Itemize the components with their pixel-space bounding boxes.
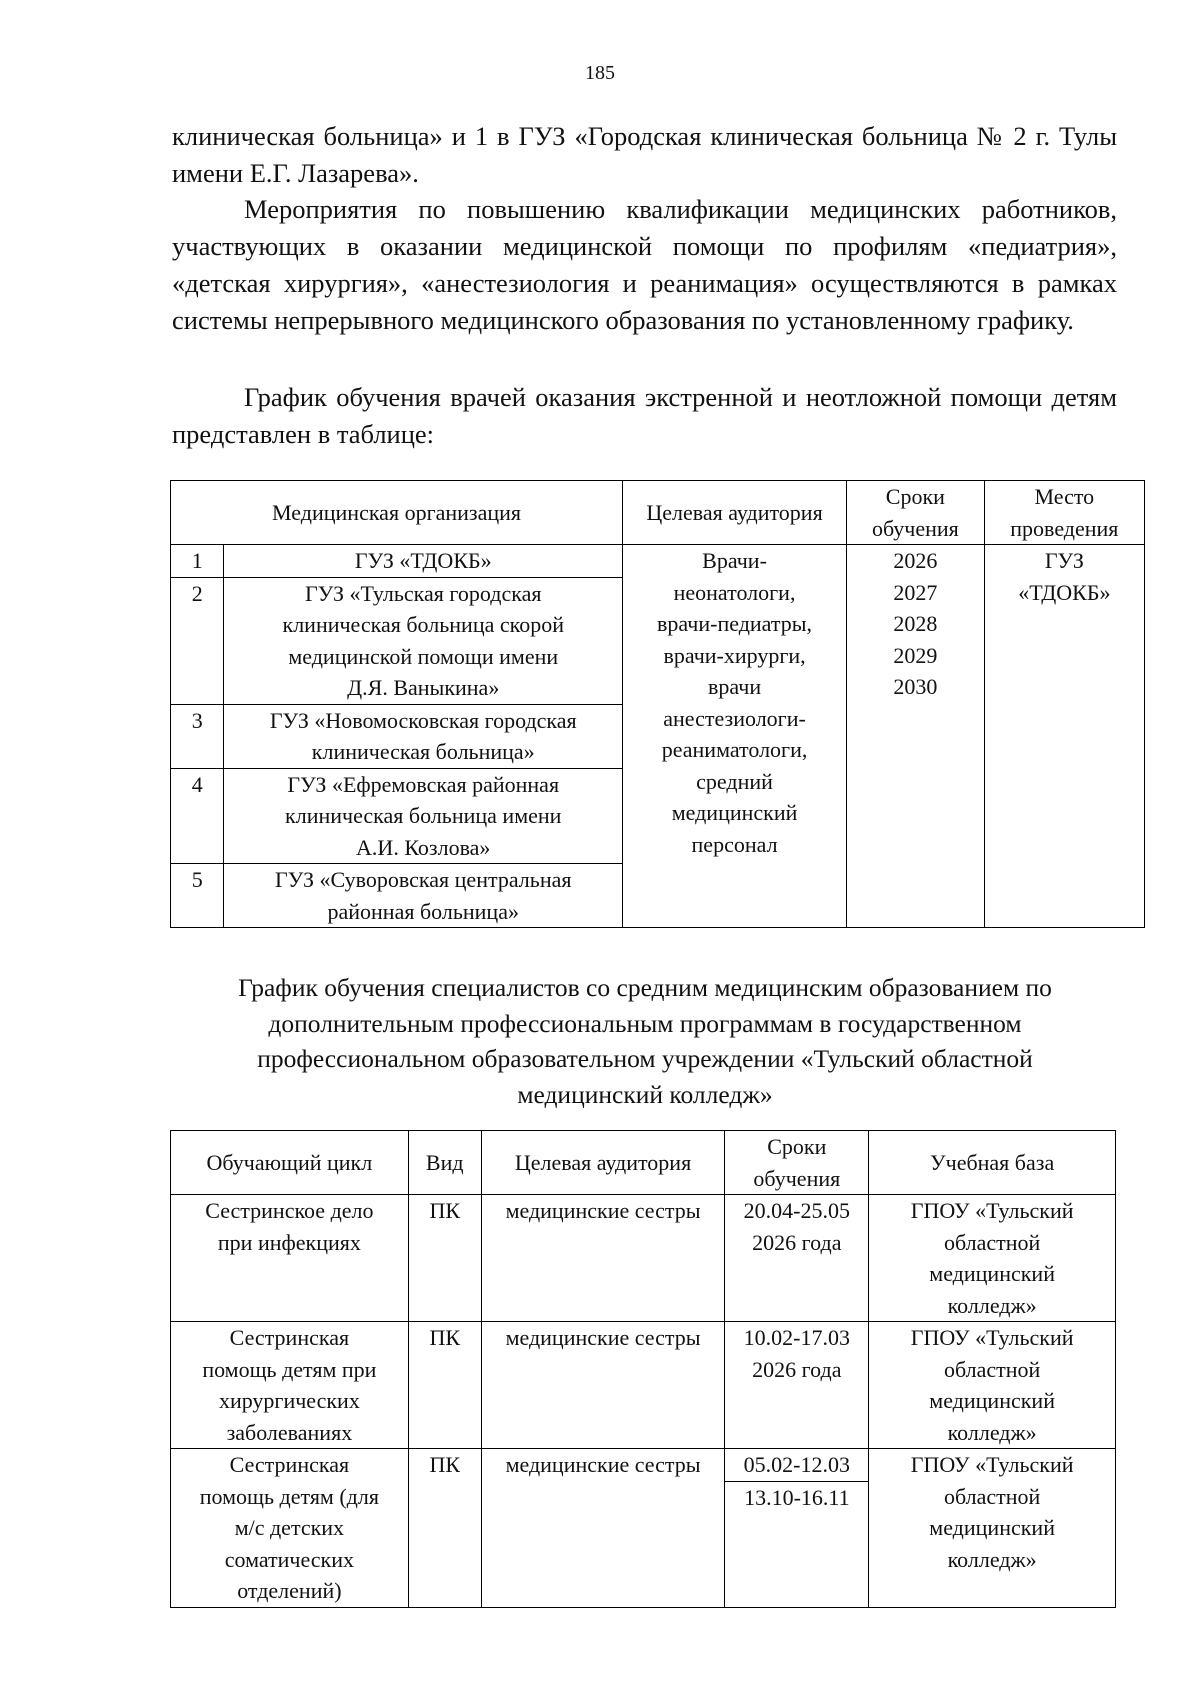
organization-cell: ГУЗ «Новомосковская городская клиническая больница»: [224, 704, 623, 768]
header-organization: Медицинская организация: [171, 481, 623, 545]
doctors-training-table: [170, 480, 1145, 928]
type-cell: ПК: [408, 1195, 481, 1322]
table-row: [171, 1195, 1116, 1322]
header-audience: Целевая аудитория: [481, 1131, 725, 1195]
section-heading: График обучения специалистов со средним медицинским образованием по дополнительным профессиональным программам в государственном профессиональном образовательном учреждении «Тульский областной медицинский колледж»: [238, 973, 1052, 1109]
base-cell: ГПОУ «Тульский областной медицинский колледж»: [869, 1322, 1116, 1449]
organization-cell: ГУЗ «Тульская городская клиническая больница скорой медицинской помощи имени Д.Я. Ваныкина»: [224, 577, 623, 704]
cycle-cell: Сестринская помощь детям при хирургических заболеваниях: [171, 1322, 409, 1449]
audience-cell: медицинские сестры: [481, 1322, 725, 1449]
header-audience: Целевая аудитория: [623, 481, 847, 545]
header-base: Учебная база: [869, 1131, 1116, 1195]
table1-header-row: [171, 481, 1145, 545]
audience-cell: Врачи- неонатологи, врачи-педиатры, врачи-хирурги, врачи анестезиологи- реаниматологи, средний медицинский персонал: [623, 545, 847, 928]
terms-cell: 20.04-25.05 2026 года: [725, 1195, 869, 1322]
paragraph-3: График обучения врачей оказания экстренной и неотложной помощи детям представлен в таблице:: [172, 382, 1117, 449]
organization-cell: ГУЗ «Суворовская центральная районная больница»: [224, 864, 623, 928]
place-cell: ГУЗ «ТДОКБ»: [984, 545, 1144, 928]
cycle-cell: Сестринское дело при инфекциях: [171, 1195, 409, 1322]
row-number: 4: [171, 768, 224, 864]
header-place: Место проведения: [984, 481, 1144, 545]
base-cell: ГПОУ «Тульский областной медицинский колледж»: [869, 1449, 1116, 1608]
type-cell: ПК: [408, 1449, 481, 1608]
paragraph-1: клиническая больница» и 1 в ГУЗ «Городская клиническая больница № 2 г. Тулы имени Е.Г. Лазарева».: [172, 121, 1117, 188]
table-row: [171, 1449, 1116, 1608]
row-number: 1: [171, 545, 224, 578]
audience-cell: медицинские сестры: [481, 1195, 725, 1322]
page-number: 185: [585, 62, 615, 84]
row-number: 2: [171, 577, 224, 704]
row-number: 5: [171, 864, 224, 928]
header-cycle: Обучающий цикл: [171, 1131, 409, 1195]
organization-cell: ГУЗ «Ефремовская районная клиническая больница имени А.И. Козлова»: [224, 768, 623, 864]
type-cell: ПК: [408, 1322, 481, 1449]
table2-header-row: [171, 1131, 1116, 1195]
header-terms: Сроки обучения: [847, 481, 985, 545]
nurses-training-table: [170, 1130, 1116, 1608]
cycle-cell: Сестринская помощь детям (для м/с детских соматических отделений): [171, 1449, 409, 1608]
base-cell: ГПОУ «Тульский областной медицинский колледж»: [869, 1195, 1116, 1322]
table-row: [171, 545, 1145, 578]
audience-cell: медицинские сестры: [481, 1449, 725, 1608]
terms-cell: 05.02-12.03 13.10-16.11: [725, 1449, 869, 1608]
header-type: Вид: [408, 1131, 481, 1195]
table-row: [171, 1322, 1116, 1449]
organization-cell: ГУЗ «ТДОКБ»: [224, 545, 623, 578]
header-terms: Сроки обучения: [725, 1131, 869, 1195]
years-cell: 2026 2027 2028 2029 2030: [847, 545, 985, 928]
terms-cell: 10.02-17.03 2026 года: [725, 1322, 869, 1449]
paragraph-2: Мероприятия по повышению квалификации медицинских работников, участвующих в оказании медицинской помощи по профилям «педиатрия», «детская хирургия», «анестезиология и реанимация» осуществляются в рамках системы непрерывного медицинского образования по установленному графику.: [172, 194, 1117, 335]
row-number: 3: [171, 704, 224, 768]
